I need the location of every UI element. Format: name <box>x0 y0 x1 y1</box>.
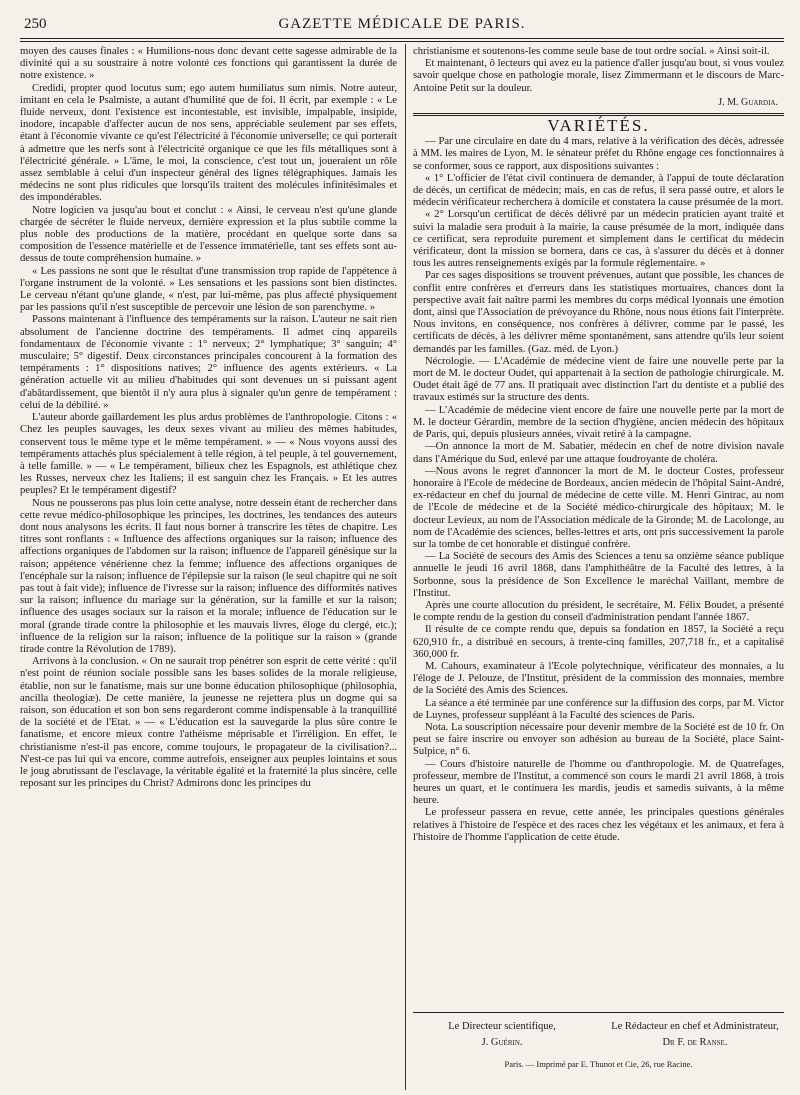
director-name: J. Guérin. <box>481 1037 523 1048</box>
paragraph: —Nous avons le regret d'annoncer la mort de M. le docteur Costes, professeur honoraire à l'Ecole de médecine de Bordeaux, ancien médecin de l'hôpital Saint-André, ex-rédacteur en chef du journal de médecine de cette ville. M. Henri Gintrac, au nom de l'Ecole de médecine et de la Société médico-chirurgicale des hôpitaux; M. le docteur Levieux, au nom de l'Association médicale de la Gironde; M. de Lacolonge, au nom de l'Académie des sciences, belles-lettres et arts, ont pris successivement la parole sur la tombe de cet honorable et distingué confrère. <box>413 465 784 550</box>
paragraph: christianisme et soutenons-les comme seule base de tout ordre social. » Ainsi soit-il. <box>413 46 770 57</box>
paragraph: moyen des causes finales : « Humilions-nous donc devant cette sagesse admirable de la divinité qui a su soustraire à notre volonté ces fonctions qui garantissent la durée de notre existence. » <box>20 46 397 82</box>
paragraph: Par ces sages dispositions se trouvent prévenues, autant que possible, les chances de conflit entre confrères et d'erreurs dans les statistiques mortuaires, chances dont la perspective avait fait naître parmi les membres du corps médical lyonnais une émotion dont, ainsi que l'Association de prévoyance du Rhône, nous nous étions fait l'interprète. Nous invitons, en conséquence, nos confrères à délivrer, comme par le passé, les certificats de décès, à les délivrer même spontanément, sans attendre qu'ils leur soient demandés par les familles. (Gaz. méd. de Lyon.) <box>413 270 784 355</box>
paragraph: Nous ne pousserons pas plus loin cette analyse, notre dessein étant de rechercher dans cette revue médico-philosophique les principes, les doctrines, les tendances des auteurs dont nous analysons les écrits. Il faut nous borner à transcrire les têtes de chapitre. Les titres sont ronflants : « Influence des affections organiques sur la raison; influence des affections organiques de l'abdomen sur la raison; influence de l'appareil génésique sur la raison; appétence vénérienne chez la femme; influence des affections organiques de l'encéphale sur la raison; influence de l'épilepsie sur la raison (le seul chapitre qui ne soit pas tout à fait vide); influence de l'ivresse sur la raison; influence des difformités natives sur la raison; influence du mariage sur la génération, sur la famille et sur la raison; influence des usages sociaux sur la raison et la morale; influence de l'éducation sur le moral (grande tirade contre la philosophie et les mauvais livres, éloge du clergé, etc.); influence de la religion sur la raison; influence de la politique sur la raison » (grande tirade contre la Révolution de 1789). <box>20 497 397 655</box>
paragraph: — La Société de secours des Amis des Sciences a tenu sa onzième séance publique annuelle le jeudi 16 avril 1868, dans l'amphithéâtre de la Faculté des lettres, à la Sorbonne, sous la présidence de Son Excellence le maréchal Vaillant, membre de l'Institut. <box>413 551 784 599</box>
paragraph: Credidi, propter quod locutus sum; ego autem humiliatus sum nimis. Notre auteur, imitant en cela le Psalmiste, a autant d'humilité que de foi. Il écrit, par exemple : « Le fluide nerveux, dont l'existence est incontestable, est invisible, impalpable, insipide, inodore, incapable d'affecter aucun de nos sens, appréciable seulement par ses effets, étant à l'économie vivante ce qu'est l'électricité à l'économie universelle; ce qui porterait à admettre que les nerfs sont à l'électricité organique ce que les fils métalliques sont à l'électricité générale. » L'âme, le moi, la conscience, c'est tout un, joueraient un rôle assez semblable à celui d'un inspecteur général des lignes télégraphiques. Jamais les médecins ne sont plus ridicules que lorsqu'ils traitent des molécules infinitésimales et des impondérables. <box>20 82 397 204</box>
page-number: 250 <box>24 16 47 32</box>
paragraph: M. Cahours, examinateur à l'Ecole polytechnique, vérificateur des monnaies, a lu l'éloge de J. Pelouze, de l'Institut, président de la commission des monnaies, membre de la Société des Amis des Sciences. <box>413 660 784 697</box>
editor-name: Dr F. de Ranse. <box>662 1037 728 1048</box>
editor-credit <box>606 1019 784 1051</box>
page-header <box>20 12 784 38</box>
right-column <box>413 46 784 1008</box>
editor-title: Le Rédacteur en chef et Administrateur, <box>611 1021 779 1032</box>
paragraph: —On annonce la mort de M. Sabatier, médecin en chef de notre division navale dans l'Amérique du Sud, enlevé par une attaque foudroyante de choléra. <box>413 441 784 465</box>
column-divider <box>405 44 406 1090</box>
footer-rule <box>413 1012 784 1013</box>
paragraph: Passons maintenant à l'influence des tempéraments sur la raison. L'auteur ne sait rien absolument de l'ancienne doctrine des tempéraments. Il admet cinq appareils fondamentaux de l'économie vivante : 1° nerveux; 2° lymphatique; 3° sanguin; 4° musculaire; 5° digestif. Deux circonstances principales concourent à la formation des tempéraments : 1° dispositions natives; 2° influence des agents extérieurs. « La génération actuelle vit au milieu d'habitudes qui sont devenues un si puissant agent d'abâtardissement, que bientôt il n'y aura plus à signaler qu'un genre de tempérament : celui de la débilité. » <box>20 314 397 411</box>
journal-title: GAZETTE MÉDICALE DE PARIS. <box>278 16 526 32</box>
paragraph: Arrivons à la conclusion. « On ne saurait trop pénétrer son esprit de cette vérité : qu'il n'est point de réunion sociale possible sans les bases solides de la morale religieuse, établie, non sur le fanatisme, mais sur une bonne éducation philosophique (philosophia, ancilla theologiæ). De cette manière, la jeunesse ne rejettera plus un dogme qui sa raison, son éducation et son bon sens regarderont comme indispensable à la tranquillité de la société et de l'Etat. » — « L'éducation est la sauvegarde la plus sûre contre le fanatisme, et encore mieux contre l'athéisme méprisable et l'irréligion. En effet, le christianisme n'est-il pas encore, comme toujours, le propagateur de la civilisation?... N'est-ce pas lui qui va encore, comme autrefois, enseigner aux peuples lointains et sous le joug abrutissant de l'esclavage, la véritable égalité et la fraternité la plus sincère, celle reposant sur les principes du Christ? Admirons donc les principes du <box>20 656 397 790</box>
section-title: VARIÉTÉS. <box>547 116 650 136</box>
paragraph: L'auteur aborde gaillardement les plus ardus problèmes de l'anthropologie. Citons : « Chez les peuples sauvages, les deux sexes vivant au milieu des mêmes habitudes, conservent tous le même type et le même tempérament. » — « Nous voyons aussi des tempéraments attachés plus spécialement à telle région, à tel peuple, à tel gouvernement, à telle famille. » — « Le tempérament, bilieux chez les Espagnols, est athlétique chez les Russes, nerveux chez les Italiens; il est sanguin chez les Français. » Et les autres peuples? Et le tempérament digestif? <box>20 412 397 497</box>
paragraph: Notre logicien va jusqu'au bout et conclut : « Ainsi, le cerveau n'est qu'une glande chargée de sécréter le fluide nerveux, dernière expression et la plus subtile comme la plus noble des productions de la matière, procédant en quelque sorte dans sa composition de l'essence matérielle et de l'essence immatérielle, tant ses effets sont au-dessus de toute compréhension humaine. » <box>20 204 397 265</box>
paragraph: — Cours d'histoire naturelle de l'homme ou d'anthropologie. M. de Quatrefages, professeur, membre de l'Institut, a commencé son cours le mardi 21 avril 1868, à trois heures un quart, et le continuera les mardis, jeudis et samedis suivants, à la même heure. <box>413 758 784 807</box>
footer <box>413 1012 784 1090</box>
paragraph: Il résulte de ce compte rendu que, depuis sa fondation en 1857, la Société a reçu 620,910 fr., a distribué en secours, à trente-cinq familles, 207,718 fr., et a capitalisé 360,000 fr. <box>413 624 784 660</box>
paragraph: Nécrologie. — L'Académie de médecine vient de faire une nouvelle perte par la mort de M. le docteur Oudet, qui appartenait à la section de pathologie chirurgicale. M. Oudet était âgé de 77 ans. Il pratiquait avec distinction l'art du dentiste et a publié des travaux estimés sur la structure des dents. <box>413 355 784 404</box>
paragraph: Après une courte allocution du président, le secrétaire, M. Félix Boudet, a présenté le compte rendu de la gestion du conseil d'administration pendant l'année 1867. <box>413 599 784 624</box>
printer-line: Paris. — Imprimé par E. Thunot et Cie, 26, rue Racine. <box>504 1059 693 1069</box>
paragraph: « 1° L'officier de l'état civil continuera de demander, à l'appui de toute déclaration de décès, un certificat de médecin; mais, en cas de refus, il sera passé outre, et alors le médecin vérificateur recherchera à domicile et constatera la cause présumée de la mort. <box>413 172 784 209</box>
director-title: Le Directeur scientifique, <box>448 1021 556 1032</box>
paragraph: Le professeur passera en revue, cette année, les principales questions générales relatives à l'histoire de l'espèce et des races chez les végétaux et les animaux, et fera à l'histoire de l'homme l'application de cette étude. <box>413 807 784 843</box>
header-rule-2 <box>20 41 784 42</box>
paragraph: « Les passions ne sont que le résultat d'une transmission trop rapide de l'appétence à l'organe instrument de la volonté. » Les sensations et les passions sont bien distinctes. Le cerveau n'étant qu'une glande, « n'est, par lui-même, pas plus affecté physiquement par les passions qu'il n'est susceptible de percevoir une lésion de son parenchyme. » <box>20 265 397 314</box>
director-credit <box>413 1019 591 1051</box>
paragraph: Nota. La souscription nécessaire pour devenir membre de la Société est de 10 fr. On peut se faire inscrire ou envoyer son adhésion au bureau de la Société, place Saint-Sulpice, n° 6. <box>413 721 784 758</box>
paragraph: La séance a été terminée par une conférence sur la diffusion des corps, par M. Victor de Luynes, professeur suppléant à la Faculté des sciences de Paris. <box>413 697 784 721</box>
paragraph: — L'Académie de médecine vient encore de faire une nouvelle perte par la mort de M. le docteur Gérardin, membre de la section d'hygiène, ancien médecin des hôpitaux de Paris, qui, depuis plusieurs années, vivait retiré à la campagne. <box>413 404 784 441</box>
left-column <box>20 46 397 1092</box>
paragraph: « 2° Lorsqu'un certificat de décès délivré par un médecin praticien ayant traité et suivi la maladie sera produit à la mairie, la cause présumée de la mort, indiquée dans ce certificat, sera reproduite purement et simplement dans le certificat du médecin vérificateur, dont la mission se bornera, dans ce cas, à s'assurer du décès et à donner tous les autres renseignements exigés par la formule réglementaire. » <box>413 209 784 270</box>
paragraph: — Par une circulaire en date du 4 mars, relative à la vérification des décès, adressée à MM. les maires de Lyon, M. le sénateur préfet du Rhône engage ces fonctionnaires à se conformer, sous ce rapport, aux dispositions suivantes : <box>413 136 784 172</box>
author-signature: J. M. Guardia. <box>718 96 778 108</box>
paragraph: Et maintenant, ô lecteurs qui avez eu la patience d'aller jusqu'au bout, si vous voulez savoir quelque chose en pathologie morale, lisez Zimmermann et le discours de Marc-Antoine Petit sur la douleur. <box>413 58 784 94</box>
header-rule <box>20 38 784 39</box>
